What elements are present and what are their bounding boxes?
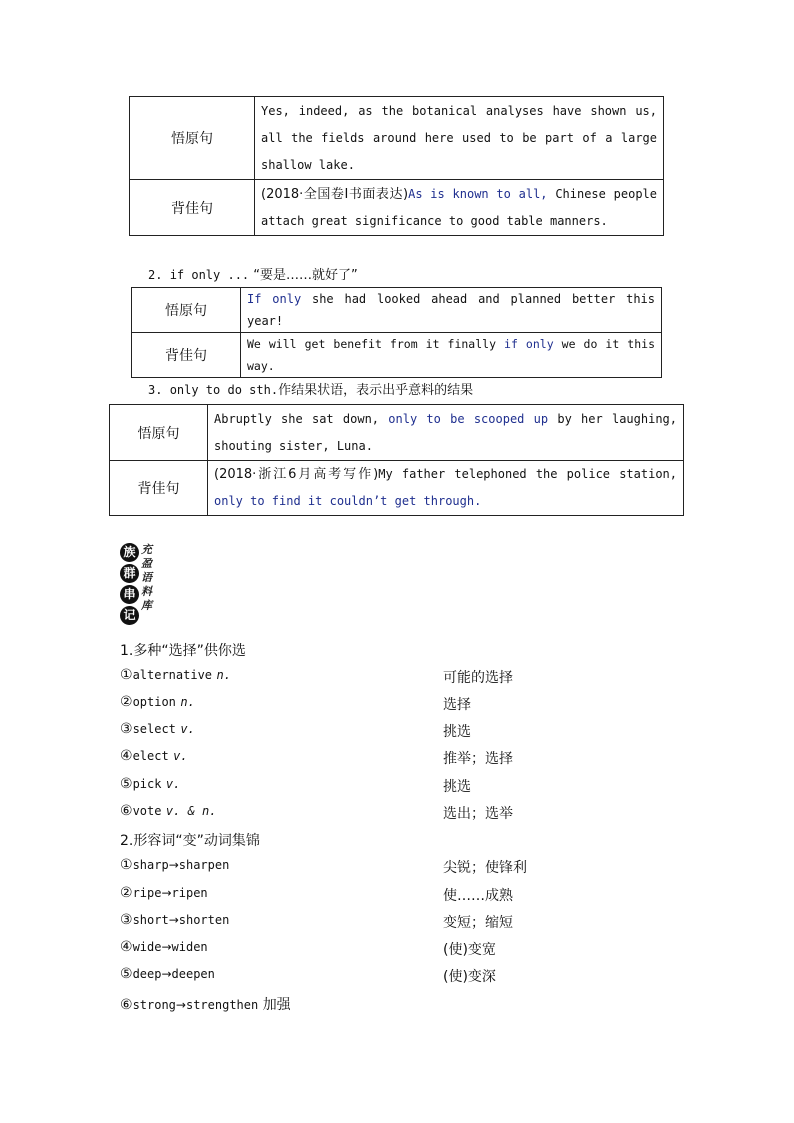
meaning: 加强 [262, 997, 291, 1013]
term [120, 776, 180, 792]
row-label: 悟原句 [132, 288, 241, 333]
key-phrase: only to find it couldn’t get through. [214, 494, 482, 508]
group-title [120, 830, 260, 850]
badge-char: 群 [120, 564, 139, 583]
section-phrase: only to do sth. [169, 383, 279, 397]
group-2-title [120, 830, 680, 857]
arrow-icon: → [161, 886, 172, 900]
sentence-part: We will get benefit from it finally [247, 337, 505, 351]
part-of-speech: n. [216, 668, 231, 682]
row-label: 悟原句 [110, 405, 208, 461]
item-number: ⑤ [120, 966, 133, 982]
badge-side-text [141, 543, 155, 613]
word: option [132, 695, 176, 709]
item-number: ③ [120, 912, 133, 928]
badge-char: 族 [120, 543, 139, 562]
key-phrase: As is known to all, [408, 186, 548, 201]
group-title-text: 多种“选择”供你选 [133, 643, 246, 659]
list-item [120, 748, 680, 775]
table-row [110, 405, 684, 461]
term [120, 885, 208, 901]
verb: strengthen [185, 998, 259, 1012]
meaning: 尖锐；使锋利 [443, 860, 527, 876]
group-1-title [120, 640, 680, 667]
section-number: 2. [148, 268, 170, 282]
arrow-icon: → [168, 858, 179, 872]
example-sentence: Yes, indeed, as the botanical analyses have shown us, all the fields around here used to be part of a large shallow lake. [255, 97, 664, 180]
badge-side-char: 充 [141, 543, 152, 556]
sentence-part: Abruptly she sat down, [214, 411, 389, 426]
part-of-speech: v. [173, 749, 188, 763]
list-item [120, 885, 680, 912]
list-item [120, 912, 680, 939]
meaning: (使)变宽 [443, 942, 496, 958]
sentence-rest: by her laughing, shouting sister, Luna. [214, 411, 678, 453]
word: elect [132, 749, 169, 763]
term [120, 857, 229, 873]
list-item [120, 994, 680, 1021]
table-row [132, 288, 662, 333]
meaning: 推举；选择 [443, 751, 513, 767]
item-number: ⑥ [120, 803, 133, 819]
group-number: 2. [120, 833, 134, 849]
row-label: 悟原句 [130, 97, 255, 180]
word: select [132, 722, 176, 736]
badge-side-char: 盈 [141, 557, 152, 570]
word: alternative [132, 668, 213, 682]
part-of-speech: v. [180, 722, 195, 736]
section-number: 3. [148, 383, 170, 397]
meaning: 挑选 [443, 779, 471, 795]
meaning: 挑选 [443, 724, 471, 740]
adjective: short [132, 913, 169, 927]
part-of-speech: v. [165, 777, 181, 791]
example-sentence [241, 333, 662, 378]
part-of-speech: v. & n. [165, 804, 217, 818]
item-number: ② [120, 885, 133, 901]
term [120, 994, 291, 1014]
section-badge [120, 543, 160, 627]
item-number: ⑤ [120, 776, 133, 792]
group-number: 1. [120, 643, 134, 659]
row-label: 背佳句 [130, 180, 255, 236]
item-number: ① [120, 667, 133, 683]
arrow-icon: → [175, 998, 186, 1012]
list-item [120, 857, 680, 884]
badge-side-char: 料 [141, 585, 152, 598]
section-meaning: “要是……就好了” [249, 268, 358, 283]
meaning: (使)变深 [443, 969, 496, 985]
item-number: ④ [120, 939, 133, 955]
key-phrase: If only [247, 292, 302, 306]
badge-char: 串 [120, 585, 139, 604]
badge-side-char: 语 [141, 571, 152, 584]
badge-side-char: 库 [141, 599, 152, 612]
example-sentence [208, 461, 684, 516]
meaning: 使……成熟 [443, 888, 513, 904]
example-sentence [208, 405, 684, 461]
adjective: deep [132, 967, 162, 981]
table-row [132, 333, 662, 378]
example-sentence [241, 288, 662, 333]
group-title-text: 形容词“变”动词集锦 [133, 833, 260, 849]
arrow-icon: → [161, 940, 172, 954]
verb: shorten [178, 913, 230, 927]
term [120, 667, 231, 683]
meaning: 选出；选举 [443, 806, 513, 822]
arrow-icon: → [161, 967, 172, 981]
meaning: 选择 [443, 697, 471, 713]
adjective: strong [132, 998, 176, 1012]
word: pick [132, 777, 162, 791]
term [120, 966, 215, 982]
meaning: 可能的选择 [443, 670, 513, 686]
term [120, 912, 229, 928]
row-label: 背佳句 [110, 461, 208, 516]
item-number: ⑥ [120, 997, 133, 1013]
table-row [110, 461, 684, 516]
item-number: ② [120, 694, 133, 710]
group-title [120, 640, 246, 660]
verb: sharpen [178, 858, 230, 872]
item-number: ④ [120, 748, 133, 764]
example-table-2 [131, 287, 662, 378]
section-heading-3 [148, 379, 473, 398]
list-item [120, 694, 680, 721]
sentence-rest: we do it this way. [247, 337, 656, 373]
list-item [120, 776, 680, 803]
word: vote [132, 804, 162, 818]
adjective: wide [132, 940, 162, 954]
list-item [120, 803, 680, 830]
table-row [130, 97, 664, 180]
verb: deepen [171, 967, 215, 981]
verb: ripen [171, 886, 208, 900]
key-phrase: only to be scooped up [388, 411, 549, 426]
verb: widen [171, 940, 208, 954]
term [120, 748, 188, 764]
sentence-rest: she had looked ahead and planned better this year! [247, 292, 656, 328]
example-sentence [255, 180, 664, 236]
example-table-1 [129, 96, 664, 236]
arrow-icon: → [168, 913, 179, 927]
list-item [120, 667, 680, 694]
list-item [120, 939, 680, 966]
term [120, 694, 195, 710]
term [120, 803, 217, 819]
meaning: 变短；缩短 [443, 915, 513, 931]
list-item [120, 721, 680, 748]
item-number: ① [120, 857, 133, 873]
term [120, 721, 195, 737]
section-meaning: 作结果状语，表示出乎意料的结果 [278, 383, 474, 398]
part-of-speech: n. [180, 695, 195, 709]
term [120, 939, 208, 955]
key-phrase: if only [504, 337, 554, 351]
sentence-rest: Chinese people attach great significance to good table manners. [261, 186, 658, 228]
badge-char: 记 [120, 606, 139, 625]
adjective: sharp [132, 858, 169, 872]
item-number: ③ [120, 721, 133, 737]
sentence-part: My father telephoned the police station, [378, 467, 677, 481]
row-label: 背佳句 [132, 333, 241, 378]
section-heading-2 [148, 264, 358, 283]
list-item [120, 966, 680, 993]
adjective: ripe [132, 886, 162, 900]
source-note: (2018·全国卷Ⅰ书面表达) [261, 186, 409, 202]
source-note: (2018·浙江6月高考写作) [214, 467, 379, 482]
section-phrase: if only ... [169, 268, 250, 282]
table-row [130, 180, 664, 236]
example-table-3 [109, 404, 684, 516]
